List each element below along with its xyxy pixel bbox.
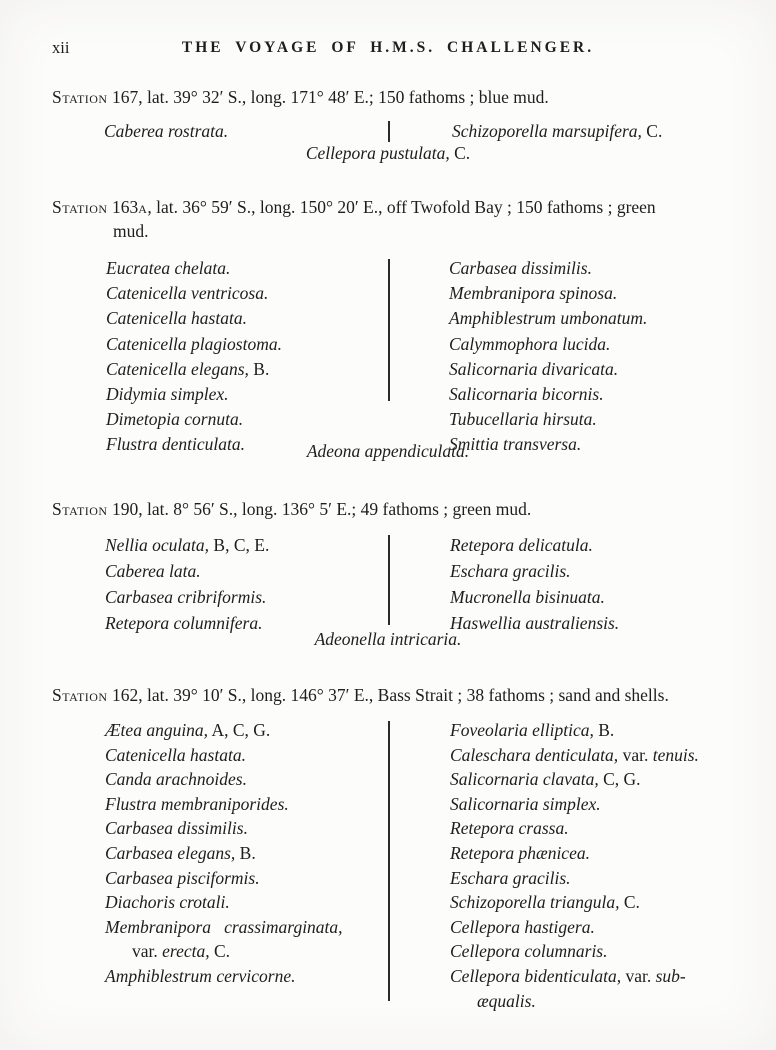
text-segment: Catenicella ventricosa. [106,283,269,304]
species-entry [105,841,343,866]
species-entry [105,584,269,610]
species-entry [106,382,282,407]
text-segment: Foveolaria elliptica, [450,720,594,740]
species-entry [450,939,699,964]
species-entry [450,816,699,841]
text-segment: Catenicella hastata. [106,308,247,329]
text-segment: B. [235,842,256,863]
text-segment: C. [641,121,663,141]
text-segment: Retepora phænicea. [450,842,590,863]
station-190-species-column-left [105,532,269,636]
text-segment: var. [618,744,653,765]
station-190-centered-species [52,629,724,650]
text-segment: Adeona appendiculata. [306,441,470,461]
species-entry [105,558,269,584]
species-entry [105,532,269,558]
text-segment: Eschara gracilis. [450,867,571,888]
species-entry [450,718,699,743]
text-segment: Carbasea elegans, [105,842,236,863]
text-segment: erecta, [162,941,210,962]
text-segment: Cellepora pustulata, [305,143,450,163]
text-segment: Diachoris crotali. [105,892,230,913]
species-entry [449,382,647,407]
text-segment: Station [52,87,108,107]
column-divider [388,121,390,142]
station-162-species-column-right [450,718,699,1013]
species-entry [105,964,343,989]
text-segment: Cellepora bidenticulata, [450,965,622,986]
species-entry [105,939,343,964]
species-entry [450,743,699,768]
text-segment: Eschara gracilis. [450,561,571,581]
text-segment: 163 [107,197,139,217]
text-segment: Salicornaria clavata, [450,769,599,790]
species-entry [105,743,343,768]
text-segment: Cellepora hastigera. [450,916,595,937]
text-segment: Amphiblestrum umbonatum. [449,308,648,329]
species-entry [105,890,343,915]
station-167-species-column-left [104,119,228,143]
species-entry [106,256,282,281]
species-entry [105,915,343,940]
station-167-heading [52,86,776,110]
text-segment: C. [619,892,640,913]
text-segment: Station [52,499,108,519]
text-segment: Ætea anguina, [105,720,209,740]
species-entry [450,964,699,989]
species-entry [450,890,699,915]
station-190-species-column-right [450,532,619,636]
station-163a-centered-species [52,441,724,462]
text-segment: Retepora columnifera. [105,613,263,633]
text-segment: Station [52,197,108,217]
species-entry [106,357,282,382]
text-segment: Smittia transversa. [449,434,582,455]
column-divider [388,259,390,401]
species-entry [105,767,343,792]
text-segment: B. [248,358,270,379]
text-segment: Schizoporella marsupifera, [452,121,642,141]
species-entry [450,532,619,558]
species-entry [450,767,699,792]
species-entry [106,332,282,357]
text-segment: var. [621,965,656,986]
text-segment: Caberea lata. [105,561,201,581]
text-segment: Mucronella bisinuata. [450,587,605,607]
column-divider [388,721,390,1001]
text-segment: Flustra denticulata. [106,434,246,455]
text-segment: Cellepora columnaris. [450,941,608,962]
species-entry [449,306,647,331]
species-entry [450,558,619,584]
text-segment: C. [449,143,471,163]
text-segment: B. [593,720,615,740]
text-segment: , lat. 36° 59′ S., long. 150° 20′ E., off Twofold Bay ; 150 fathoms ; green [147,197,656,217]
station-162-species-column-left [105,718,343,989]
text-segment: Adeonella intricaria. [314,629,462,649]
species-entry [449,332,647,357]
text-segment: Dimetopia cornuta. [106,409,244,430]
species-entry [106,306,282,331]
text-segment: Schizoporella triangula, [450,892,620,913]
text-segment: var. [132,941,163,962]
text-segment: Tubucellaria hirsuta. [449,409,597,430]
station-163a-species-column-left [106,256,282,458]
species-entry [450,866,699,891]
text-segment: Carbasea dissimilis. [105,818,248,839]
text-segment: Calymmophora lucida. [449,333,611,354]
text-segment: Haswellia australiensis. [450,613,620,633]
text-segment: æqualis. [477,990,536,1011]
text-segment: 190, lat. 8° 56′ S., long. 136° 5′ E.; 49 fathoms ; green mud. [107,499,532,519]
species-entry [450,915,699,940]
species-entry [450,841,699,866]
text-segment: Membranipora spinosa. [449,283,618,304]
text-segment: C. [209,941,231,962]
station-162-heading [52,684,776,708]
species-entry [449,256,647,281]
text-segment: Caberea rostrata. [104,121,229,141]
text-segment: Salicornaria simplex. [450,793,601,814]
station-167-species-column-right [452,119,662,143]
species-entry [105,792,343,817]
text-segment: Membranipora crassimarginata, [105,916,343,937]
text-segment: 167, lat. 39° 32′ S., long. 171° 48′ E.; 150 fathoms ; blue mud. [107,87,549,107]
text-segment: Carbasea pisciformis. [105,867,260,888]
text-segment: Nellia oculata, [105,535,210,555]
species-entry [105,866,343,891]
text-segment: Flustra membraniporides. [105,793,289,814]
text-segment: sub- [655,965,686,986]
text-segment: Station [52,685,108,705]
species-entry [449,357,647,382]
text-segment: 162, lat. 39° 10′ S., long. 146° 37′ E., Bass Strait ; 38 fathoms ; sand and shells. [107,685,669,705]
species-entry [452,119,662,143]
species-entry [105,718,343,743]
species-entry [104,119,228,143]
station-190-heading [52,498,776,522]
column-divider [388,535,390,625]
text-segment: Salicornaria divaricata. [449,358,619,379]
text-segment: Carbasea dissimilis. [449,258,592,278]
text-segment: Canda arachnoides. [105,769,247,790]
text-segment: mud. [113,220,149,241]
text-segment: C, G. [598,769,641,790]
species-entry [450,792,699,817]
species-entry [106,407,282,432]
text-segment: Didymia simplex. [106,384,229,405]
station-167-centered-species [52,143,724,164]
text-segment: Caleschara denticulata, [450,744,619,765]
text-segment: tenuis. [652,744,699,765]
species-entry [450,989,699,1014]
text-segment: Retepora delicatula. [450,535,593,555]
text-segment: B, C, E. [209,535,270,555]
running-head: THE VOYAGE OF H.M.S. CHALLENGER. [181,39,595,56]
text-segment: Catenicella plagiostoma. [106,333,282,354]
species-entry [450,584,619,610]
species-entry [449,281,647,306]
text-segment: Salicornaria bicornis. [449,384,604,405]
species-entry [105,816,343,841]
text-segment: Catenicella elegans, [106,358,249,379]
text-segment: Eucratea chelata. [106,258,231,278]
text-segment: Retepora crassa. [450,818,569,839]
text-segment: Amphiblestrum cervicorne. [105,965,296,986]
station-163a-species-column-right [449,256,647,458]
text-segment: Catenicella hastata. [105,744,246,765]
text-segment: a [138,197,148,217]
species-entry [106,281,282,306]
station-163a-heading [52,196,776,243]
text-segment: A, C, G. [208,720,271,740]
text-segment: Carbasea cribriformis. [105,587,267,607]
page-number: xii [52,38,70,57]
species-entry [449,407,647,432]
